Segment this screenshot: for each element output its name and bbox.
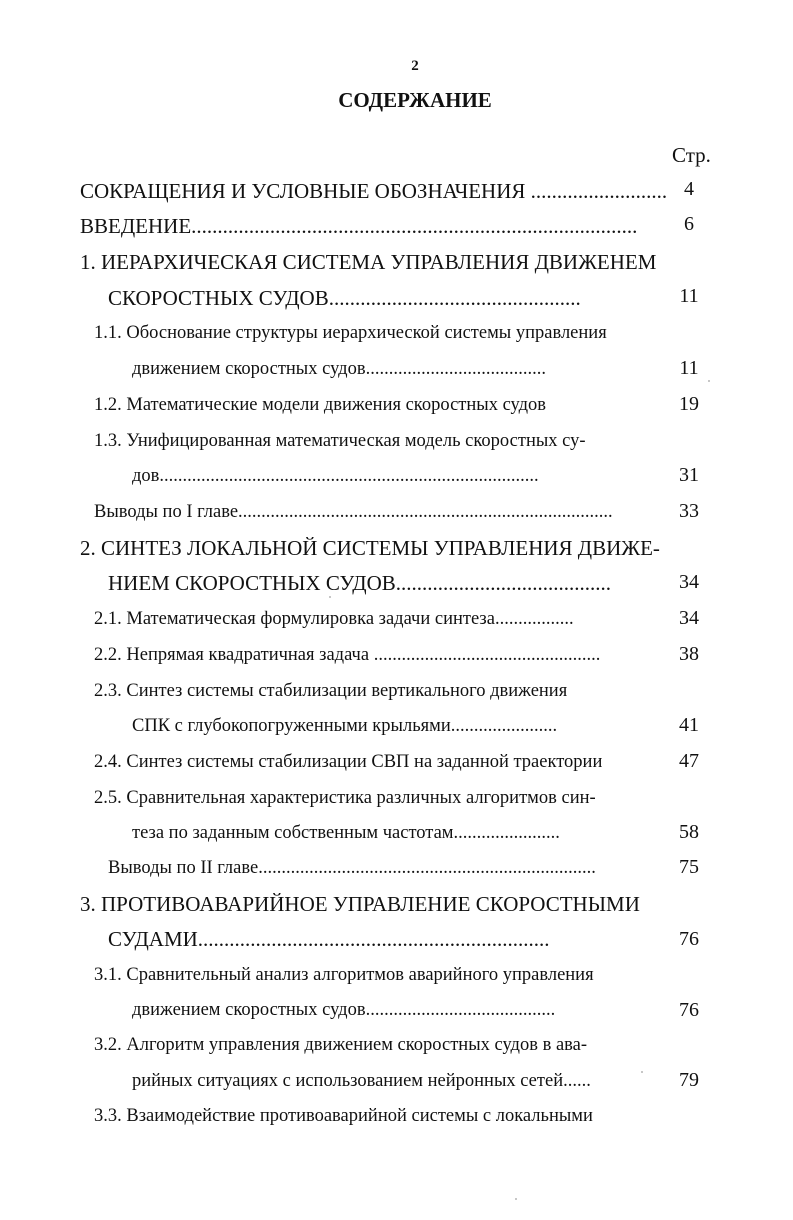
- toc-page-number: 31: [679, 464, 699, 486]
- toc-entry-2-3-cont: [132, 711, 557, 741]
- toc-entry-2-5-cont: [132, 818, 560, 848]
- toc-entry-chapter-1: [80, 247, 656, 277]
- toc-entry-conclusions-2: [108, 853, 596, 883]
- toc-entry-3-2-cont: [132, 1066, 591, 1096]
- toc-entry-conclusions-1: [94, 497, 613, 527]
- toc-entry-title-cont: движением скоростных судов.........................................: [132, 1000, 556, 1020]
- toc-page-number: 76: [679, 999, 699, 1021]
- toc-entry-chapter-2: [80, 533, 660, 563]
- scan-speck: [708, 380, 710, 382]
- toc-entry-1-2: [94, 390, 546, 420]
- toc-page-number: 79: [679, 1069, 699, 1091]
- toc-page-number: 75: [679, 856, 699, 878]
- toc-page-number: 38: [679, 643, 699, 665]
- toc-entry-title-cont: движением скоростных судов.......................................: [132, 359, 546, 379]
- toc-entry-title: 2.1. Математическая формулировка задачи синтеза.................: [94, 609, 574, 629]
- toc-page-number: 47: [679, 750, 699, 772]
- page-column-header: Стр.: [672, 143, 711, 167]
- toc-page-number: 76: [679, 928, 699, 950]
- toc-entry-title-cont: рийных ситуациях с использованием нейронных сетей......: [132, 1071, 591, 1091]
- toc-entry-2-1: [94, 604, 574, 634]
- scan-speck: [641, 1071, 643, 1073]
- toc-entry-1-3-cont: [132, 461, 539, 491]
- toc-entry-2-3: [94, 676, 567, 706]
- toc-entry-chapter-3: [80, 889, 640, 919]
- toc-entry-title: 3.2. Алгоритм управления движением скоростных судов в ава-: [94, 1035, 588, 1055]
- toc-entry-title: 2. СИНТЕЗ ЛОКАЛЬНОЙ СИСТЕМЫ УПРАВЛЕНИЯ ДВИЖЕ-: [80, 536, 660, 560]
- toc-entry-title: 2.3. Синтез системы стабилизации вертикального движения: [94, 681, 568, 701]
- toc-entry-title: ВВЕДЕНИЕ.....................................................................................: [80, 214, 638, 238]
- toc-entry-title: 1. ИЕРАРХИЧЕСКАЯ СИСТЕМА УПРАВЛЕНИЯ ДВИЖЕНЕМ: [80, 250, 657, 274]
- toc-entry-3-3: [94, 1101, 593, 1131]
- toc-entry-title: 1.1. Обоснование структуры иерархической системы управления: [94, 323, 607, 343]
- toc-entry-title-cont: СКОРОСТНЫХ СУДОВ................................................: [108, 286, 581, 310]
- toc-entry-title: 3.1. Сравнительный анализ алгоритмов аварийного управления: [94, 965, 594, 985]
- toc-entry-title: 3.3. Взаимодействие противоаварийной системы с локальными: [94, 1106, 593, 1126]
- toc-entry-3-2: [94, 1030, 587, 1060]
- toc-entry-title-cont: СПК с глубокопогруженными крыльями.......................: [132, 716, 558, 736]
- toc-page-number: 11: [679, 285, 699, 307]
- toc-entry-title: СОКРАЩЕНИЯ И УСЛОВНЫЕ ОБОЗНАЧЕНИЯ ..........................: [80, 179, 668, 203]
- toc-page-number: 19: [679, 393, 699, 415]
- toc-entry-introduction: [80, 211, 637, 241]
- toc-page-number: 34: [679, 607, 699, 629]
- toc-entry-title-cont: дов..................................................................................: [132, 466, 539, 486]
- toc-page-number: 11: [679, 357, 699, 379]
- toc-entry-title: 2.2. Непрямая квадратичная задача .................................................: [94, 645, 601, 665]
- scan-speck: [329, 596, 331, 598]
- toc-entry-title-cont: теза по заданным собственным частотам.......................: [132, 823, 560, 843]
- toc-page-number: 6: [684, 213, 694, 235]
- toc-entry-title: 3. ПРОТИВОАВАРИЙНОЕ УПРАВЛЕНИЕ СКОРОСТНЫМИ: [80, 892, 640, 916]
- toc-page-number: 41: [679, 714, 699, 736]
- scan-speck: [515, 1198, 517, 1200]
- toc-entry-chapter-2-cont: [108, 568, 611, 598]
- toc-entry-title: 1.2. Математические модели движения скоростных судов: [94, 395, 547, 415]
- toc-page-number: 34: [679, 571, 699, 593]
- toc-entry-3-1-cont: [132, 995, 555, 1025]
- toc-entry-2-2: [94, 640, 600, 670]
- page-number: 2: [411, 58, 419, 74]
- toc-entry-abbreviations: [80, 176, 667, 206]
- toc-entry-title: 2.5. Сравнительная характеристика различных алгоритмов син-: [94, 788, 596, 808]
- toc-page-number: 33: [679, 500, 699, 522]
- toc-entry-title: 2.4. Синтез системы стабилизации СВП на заданной траектории: [94, 752, 603, 772]
- toc-entry-title-cont: СУДАМИ...................................................................: [108, 927, 550, 951]
- toc-entry-1-1: [94, 318, 607, 348]
- toc-page-number: 58: [679, 821, 699, 843]
- toc-entry-3-1: [94, 960, 594, 990]
- toc-entry-title: Выводы по I главе.................................................................................: [94, 502, 613, 522]
- toc-entry-title: 1.3. Унифицированная математическая модель скоростных су-: [94, 431, 586, 451]
- toc-page-number: 4: [684, 178, 694, 200]
- toc-entry-2-4: [94, 747, 602, 777]
- toc-entry-2-5: [94, 783, 596, 813]
- toc-entry-title-cont: НИЕМ СКОРОСТНЫХ СУДОВ.........................................: [108, 571, 612, 595]
- toc-entry-chapter-1-cont: [108, 283, 581, 313]
- toc-entry-1-1-cont: [132, 354, 546, 384]
- document-title: СОДЕРЖАНИЕ: [338, 88, 492, 112]
- toc-entry-title: Выводы по II главе.........................................................................: [108, 858, 596, 878]
- toc-entry-chapter-3-cont: [108, 924, 550, 954]
- toc-entry-1-3: [94, 426, 586, 456]
